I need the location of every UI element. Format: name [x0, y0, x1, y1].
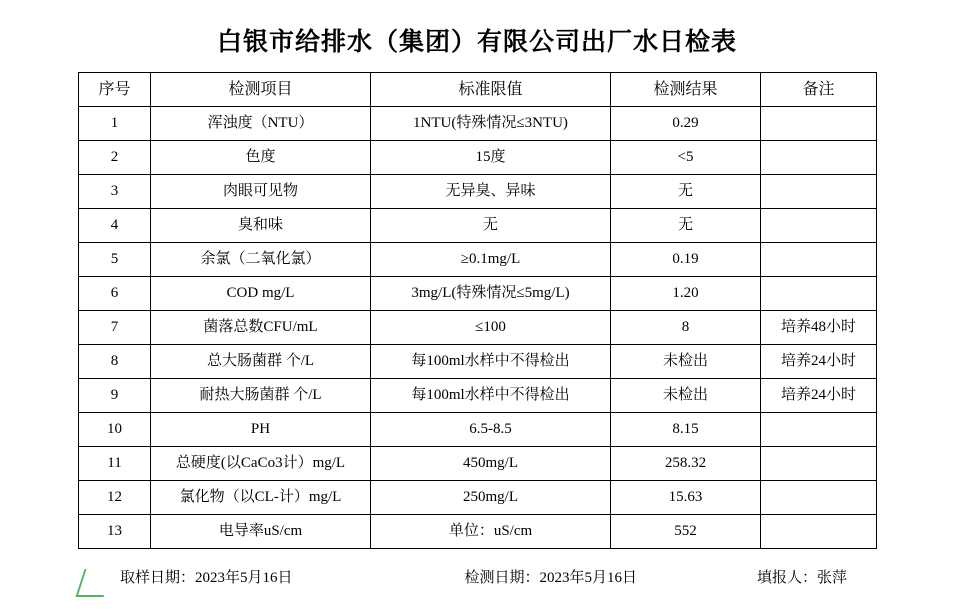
table-row: [79, 209, 877, 243]
column-header-result: 检测结果: [611, 73, 761, 107]
column-header-limit: 标准限值: [371, 73, 611, 107]
cell-index: 11: [79, 447, 151, 481]
cell-index: 6: [79, 277, 151, 311]
cell-remark: [761, 141, 877, 175]
table-row: [79, 413, 877, 447]
cell-limit: 15度: [371, 141, 611, 175]
cell-item: 氯化物（以CL-计）mg/L: [151, 481, 371, 515]
cell-result: 258.32: [611, 447, 761, 481]
cell-remark: [761, 447, 877, 481]
table-row: [79, 175, 877, 209]
cell-index: 2: [79, 141, 151, 175]
cell-remark: 培养24小时: [761, 379, 877, 413]
cell-limit: 450mg/L: [371, 447, 611, 481]
column-header-remark: 备注: [761, 73, 877, 107]
cell-remark: [761, 515, 877, 549]
cell-item: 菌落总数CFU/mL: [151, 311, 371, 345]
cell-item: 电导率uS/cm: [151, 515, 371, 549]
cell-limit: 6.5-8.5: [371, 413, 611, 447]
water-quality-table: [78, 72, 877, 549]
test-date: 检测日期：2023年5月16日: [464, 570, 638, 586]
cell-index: 7: [79, 311, 151, 345]
cell-remark: 培养24小时: [761, 345, 877, 379]
cell-remark: [761, 243, 877, 277]
table-row: [79, 107, 877, 141]
cell-result: <5: [611, 141, 761, 175]
cell-result: 未检出: [611, 345, 761, 379]
table-row: [79, 243, 877, 277]
filler-name: 填报人：张萍: [757, 570, 848, 586]
table-body: [79, 107, 877, 549]
table-row: [79, 447, 877, 481]
cell-limit: 每100ml水样中不得检出: [371, 345, 611, 379]
cell-item: 肉眼可见物: [151, 175, 371, 209]
cell-remark: [761, 209, 877, 243]
cell-remark: [761, 175, 877, 209]
cell-result: 552: [611, 515, 761, 549]
cell-limit: 3mg/L(特殊情况≤5mg/L): [371, 277, 611, 311]
cell-result: 无: [611, 209, 761, 243]
table-header: [79, 73, 877, 107]
cell-index: 12: [79, 481, 151, 515]
cell-item: 臭和味: [151, 209, 371, 243]
cell-limit: 250mg/L: [371, 481, 611, 515]
cell-result: 未检出: [611, 379, 761, 413]
cell-index: 13: [79, 515, 151, 549]
cell-item: 总大肠菌群 个/L: [151, 345, 371, 379]
cell-item: PH: [151, 413, 371, 447]
cell-remark: [761, 413, 877, 447]
cell-item: COD mg/L: [151, 277, 371, 311]
cell-limit: 每100ml水样中不得检出: [371, 379, 611, 413]
cell-index: 1: [79, 107, 151, 141]
column-header-index: 序号: [79, 73, 151, 107]
cell-limit: 1NTU(特殊情况≤3NTU): [371, 107, 611, 141]
cell-limit: 单位：uS/cm: [371, 515, 611, 549]
cell-index: 3: [79, 175, 151, 209]
report-table-wrapper: [0, 72, 954, 549]
cell-item: 总硬度(以CaCo3计）mg/L: [151, 447, 371, 481]
cell-item: 余氯（二氧化氯）: [151, 243, 371, 277]
cell-index: 9: [79, 379, 151, 413]
cell-result: 1.20: [611, 277, 761, 311]
table-row: [79, 515, 877, 549]
table-row: [79, 277, 877, 311]
cell-remark: [761, 481, 877, 515]
cell-index: 5: [79, 243, 151, 277]
table-row: [79, 345, 877, 379]
cell-result: 8: [611, 311, 761, 345]
page-title: 白银市给排水（集团）有限公司出厂水日检表: [216, 29, 737, 56]
cell-index: 4: [79, 209, 151, 243]
cell-remark: [761, 277, 877, 311]
cell-result: 无: [611, 175, 761, 209]
cell-result: 0.19: [611, 243, 761, 277]
cell-result: 0.29: [611, 107, 761, 141]
cell-result: 8.15: [611, 413, 761, 447]
cell-remark: [761, 107, 877, 141]
table-row: [79, 481, 877, 515]
cell-remark: 培养48小时: [761, 311, 877, 345]
cell-result: 15.63: [611, 481, 761, 515]
cell-limit: 无: [371, 209, 611, 243]
cell-item: 浑浊度（NTU）: [151, 107, 371, 141]
cell-limit: ≤100: [371, 311, 611, 345]
table-row: [79, 379, 877, 413]
cell-index: 10: [79, 413, 151, 447]
column-header-item: 检测项目: [151, 73, 371, 107]
cell-item: 色度: [151, 141, 371, 175]
table-row: [79, 141, 877, 175]
table-header-row: [79, 73, 877, 107]
cell-item: 耐热大肠菌群 个/L: [151, 379, 371, 413]
table-row: [79, 311, 877, 345]
cell-index: 8: [79, 345, 151, 379]
cell-limit: 无异臭、异味: [371, 175, 611, 209]
cell-limit: ≥0.1mg/L: [371, 243, 611, 277]
footer: [0, 566, 954, 587]
sample-date: 取样日期：2023年5月16日: [120, 570, 293, 586]
